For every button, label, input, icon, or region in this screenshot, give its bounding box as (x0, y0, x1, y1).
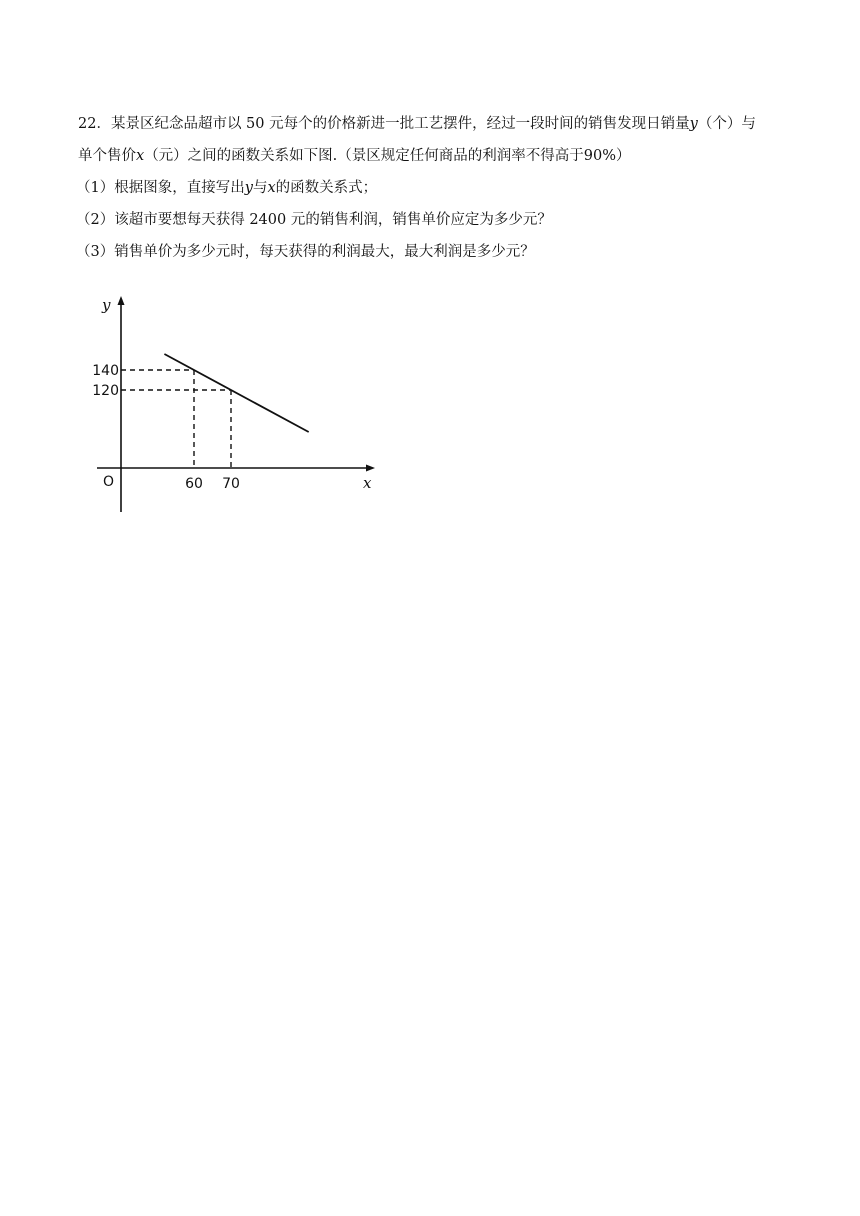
y-axis-label: y (102, 296, 111, 314)
problem-text-segment: （元）之间的函数关系如下图.（景区规定任何商品的利润率不得高于90%） (144, 148, 631, 164)
problem-line-1 (78, 108, 798, 140)
x-axis-label: x (363, 474, 372, 492)
function-graph (88, 292, 388, 522)
question-text-segment: （1）根据图象，直接写出 (76, 180, 245, 196)
question-2: （2）该超市要想每天获得 2400 元的销售利润，销售单价应定为多少元？ (76, 212, 552, 228)
variable-x: x (267, 180, 276, 196)
function-segment (164, 354, 308, 432)
question-text-segment: 的函数关系式； (275, 180, 378, 196)
dashed-guides (121, 370, 231, 468)
problem-text-segment: （个）与 (697, 116, 756, 132)
question-1 (76, 172, 798, 204)
problem-line-2 (78, 140, 798, 172)
variable-y: y (244, 180, 253, 196)
origin-label: O (103, 474, 115, 490)
y-tick-label: 140 (92, 363, 119, 379)
graph-line (164, 354, 308, 432)
y-tick-label: 120 (92, 383, 119, 399)
variable-y: y (689, 116, 698, 132)
question-3: （3）销售单价为多少元时，每天获得的利润最大，最大利润是多少元？ (76, 244, 535, 260)
x-axis-arrow-icon (366, 465, 375, 472)
problem-text (78, 108, 798, 268)
variable-x: x (136, 148, 145, 164)
x-tick-label: 70 (222, 476, 240, 492)
problem-text-segment: 22．某景区纪念品超市以 50 元每个的价格新进一批工艺摆件，经过一段时间的销售发现日销量 (78, 116, 690, 132)
axis-labels (92, 296, 372, 492)
problem-text-segment: 单个售价 (78, 148, 136, 164)
y-axis-arrow-icon (118, 296, 125, 305)
question-text-segment: 与 (252, 180, 268, 196)
x-tick-label: 60 (185, 476, 203, 492)
